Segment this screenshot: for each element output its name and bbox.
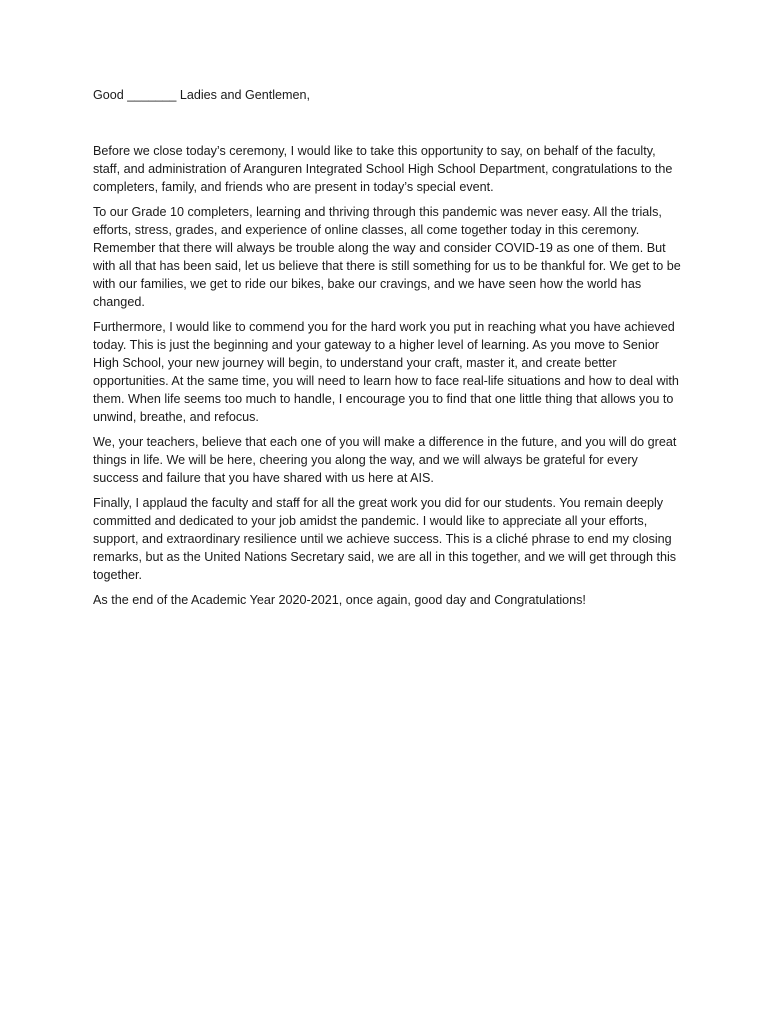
- paragraph-completers: To our Grade 10 completers, learning and thriving through this pandemic was never easy. All the trials, efforts, stress, grades, and experience of online classes, all come together today in this ceremony. Remember that there will always be trouble along the way and consider COVID-19 as one of them. But with all that has been said, let us believe that there is still something for us to be thankful for. We get to be with our families, we get to ride our bikes, bake our cravings, and we have seen how the world has changed.: [93, 205, 681, 309]
- paragraph-opening: Before we close today’s ceremony, I would like to take this opportunity to say, on behalf of the faculty, staff, and administration of Aranguren Integrated School High School Department, congratulations to the completers, family, and friends who are present in today’s special event.: [93, 144, 673, 194]
- paragraph-closing: As the end of the Academic Year 2020-2021, once again, good day and Congratulations!: [93, 593, 586, 607]
- salutation: Good _______ Ladies and Gentlemen,: [93, 88, 311, 102]
- paragraph-teachers: We, your teachers, believe that each one of you will make a difference in the future, and you will do great things in life. We will be here, cheering you along the way, and we will always be grateful for every success and failure that you have shared with us here at AIS.: [93, 435, 677, 485]
- speech-body: [93, 86, 683, 616]
- paragraph-commendation: Furthermore, I would like to commend you for the hard work you put in reaching what you have achieved today. This is just the beginning and your gateway to a higher level of learning. As you move to Senior High School, your new journey will begin, to understand your craft, master it, and create better opportunities. At the same time, you will need to learn how to face real-life situations and how to deal with them. When life seems too much to handle, I encourage you to find that one little thing that allows you to unwind, breathe, and refocus.: [93, 320, 679, 424]
- paragraph-faculty: Finally, I applaud the faculty and staff for all the great work you did for our students. You remain deeply committed and dedicated to your job amidst the pandemic. I would like to appreciate all your efforts, support, and extraordinary resilience until we achieve success. This is a cliché phrase to end my closing remarks, but as the United Nations Secretary said, we are all in this together, and we will get through this together.: [93, 496, 677, 582]
